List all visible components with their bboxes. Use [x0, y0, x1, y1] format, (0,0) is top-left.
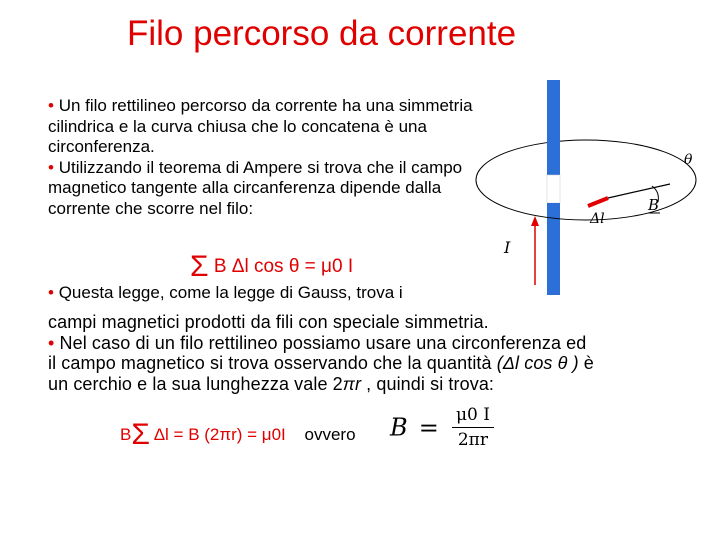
bullet-marker: • — [48, 332, 55, 353]
delta-l-cos-theta: (Δl cos θ ) — [496, 353, 579, 373]
bullet-text-1: Un filo rettilineo percorso da corrente ha una simmetria cilindrica e la curva chiusa che lo concatena è una circonferenza. — [48, 96, 473, 156]
sigma-symbol: Σ — [131, 418, 150, 451]
delta-l-label: Δl — [590, 211, 605, 227]
bullet-4-text-3c: , quindi si trova: — [361, 373, 495, 394]
ampere-formula-text: B Δl cos θ = μ0 I — [213, 256, 354, 277]
bullet-4-text-3a: un cerchio e la sua lunghezza vale 2 — [48, 373, 343, 394]
continuation-block — [48, 312, 594, 394]
b-field-fraction — [390, 405, 494, 450]
theta-label: θ — [684, 152, 693, 168]
b-label: B — [648, 196, 660, 214]
ovvero-label: ovvero — [304, 425, 356, 444]
bullet-4-text-2a: il campo magnetico si trova osservando che la quantità — [48, 353, 497, 373]
fraction-numerator: μ0 I — [452, 405, 494, 428]
delta-l-segment — [588, 198, 608, 206]
formula2-B: B — [120, 425, 132, 444]
current-label: I — [504, 238, 511, 257]
wire-gap — [547, 175, 560, 203]
current-arrow-head — [531, 216, 539, 226]
fraction-equals: = — [418, 413, 439, 442]
pi-r: πr — [342, 373, 362, 394]
wire-upper — [547, 80, 560, 175]
bullet-3-continuation: campi magnetici prodotti da fili con speciale simmetria. — [48, 312, 489, 332]
bullet-4-line-1 — [48, 333, 594, 354]
circle-back-arc — [476, 140, 696, 180]
page-title: Filo percorso da corrente — [127, 14, 517, 53]
bullet-text-2: Utilizzando il teorema di Ampere si trova che il campo magnetico tangente alla circanferenza dipende dalla corrente che scorre nel filo: — [48, 157, 463, 218]
fraction-denominator: 2πr — [457, 430, 488, 450]
intro-paragraph — [48, 96, 488, 219]
bullet-4-line-2 — [48, 353, 594, 374]
fraction-B: B — [390, 413, 408, 442]
wire-lower — [547, 203, 560, 295]
result-formula — [120, 418, 356, 452]
bullet-4-text-1: Nel caso di un filo rettilineo possiamo usare una circonferenza ed — [59, 332, 587, 353]
bullet-3-line — [48, 283, 403, 303]
wire-diagram — [470, 80, 710, 300]
bullet-4-text-2c: è — [578, 353, 594, 373]
formula2-text: Δl = B (2πr) = μ0I — [153, 425, 286, 444]
bullet-marker: • — [48, 283, 54, 302]
b-vector — [608, 184, 670, 198]
bullet-4-line-3 — [48, 374, 594, 395]
sigma-symbol: Σ — [190, 250, 209, 283]
ampere-formula — [190, 250, 353, 284]
bullet-text-3: Questa legge, come la legge di Gauss, trova i — [58, 283, 403, 302]
bullet-marker: • — [48, 96, 54, 115]
bullet-marker: • — [48, 157, 54, 177]
fraction — [452, 405, 494, 450]
